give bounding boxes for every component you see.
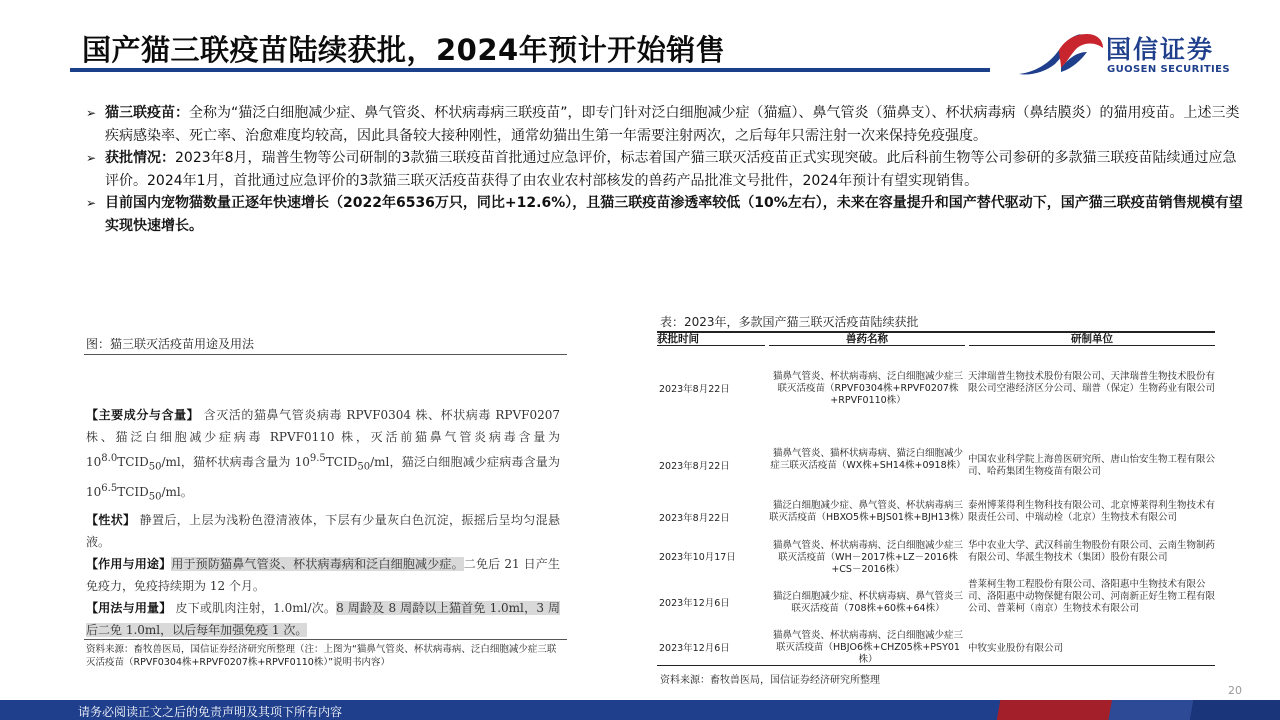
table-caption: 表：2023年，多款国产猫三联灭活疫苗陆续获批	[660, 315, 919, 329]
text-run: 含灭活的猫鼻气管炎病毒 RPVF0304 株、杯状病毒 RPVF0207 株、猫泛白细胞减少症病毒 RPVF0110 株，灭活前猫鼻气管炎病毒含量为 10	[86, 408, 560, 469]
character-paragraph	[86, 509, 560, 553]
logo-name: 国信证券	[1106, 35, 1215, 64]
row-date: 2023年12月6日	[659, 598, 730, 609]
text-run: TCID	[325, 455, 358, 469]
row-unit: 华中农业大学、武汉科前生物股份有限公司、云南生物制药有限公司、华派生物技术（集团）股份有限公司	[968, 540, 1216, 563]
exponent: 8.0	[101, 453, 118, 464]
usage-label: 【作用与用途】	[86, 556, 172, 571]
subscript: 50	[148, 461, 162, 473]
bullet-text: 2023年8月，瑞普生物等公司研制的3款猫三联疫苗首批通过应急评价，标志着国产猫三联灭活疫苗正式实现突破。此后科前生物等公司参研的多款猫三联疫苗陆续通过应急评价。2024年1月，首批通过应急评价的3款猫三联灭活疫苗获得了由农业农村部核发的兽药产品批准文号批件，2024年预计有望实现销售。	[105, 150, 1237, 189]
subscript: 50	[148, 491, 162, 503]
highlighted-text: 用于预防猫鼻气管炎、杯状病毒病和泛白细胞减少症。	[171, 556, 464, 571]
dosage-label: 【用法与用量】	[86, 600, 172, 615]
row-date: 2023年8月22日	[659, 513, 730, 524]
bullet-text: 全称为“猫泛白细胞减少症、鼻气管炎、杯状病毒病三联疫苗”，即专门针对泛白细胞减少症（猫瘟）、鼻气管炎（猫鼻支）、杯状病毒病（鼻结膜炎）的猫用疫苗。上述三类疾病感染率、死亡率、治愈难度均较高，因此具备较大接种刚性，通常幼猫出生第一年需要注射两次，之后每年只需注射一次来保持免疫强度。	[105, 105, 1240, 144]
header-unit: 研制单位	[969, 333, 1215, 346]
figure-caption: 图：猫三联灭活疫苗用途及用法	[86, 337, 255, 351]
header-date: 获批时间	[657, 333, 765, 346]
table-source: 资料来源：畜牧兽医局，国信证券经济研究所整理	[660, 675, 880, 686]
subscript: 50	[357, 461, 371, 473]
dosage-paragraph	[86, 597, 560, 641]
page-title: 国产猫三联疫苗陆续获批，2024年预计开始销售	[82, 33, 726, 67]
figure-top-rule	[84, 354, 567, 355]
row-unit: 中牧实业股份有限公司	[968, 643, 1064, 654]
row-date: 2023年8月22日	[659, 384, 730, 395]
row-unit: 普莱柯生物工程股份有限公司、洛阳惠中生物技术有限公司、洛阳惠中动物保健有限公司、河南新正好生物工程有限公司、普莱柯（南京）生物技术有限公司	[968, 579, 1216, 614]
summary-bullets	[86, 102, 1246, 237]
character-label: 【性状】	[86, 512, 136, 527]
text-run: /ml。	[161, 485, 193, 500]
text-run: TCID	[117, 455, 149, 469]
bullet-market-outlook	[86, 192, 1246, 237]
footer-disclaimer: 请务必阅读正文之后的免责声明及其项下所有内容	[78, 705, 343, 719]
header-name: 兽药名称	[769, 333, 965, 346]
arrow-bullet-icon: ➢	[86, 196, 97, 210]
page-number: 20	[1228, 684, 1242, 697]
bullet-text: 目前国内宠物猫数量正逐年快速增长（2022年6536万只，同比+12.6%），且猫三联疫苗渗透率较低（10%左右），未来在容量提升和国产替代驱动下，国产猫三联疫苗销售规模有望实现快速增长。	[105, 195, 1243, 234]
arrow-bullet-icon: ➢	[86, 106, 97, 120]
arrow-bullet-icon: ➢	[86, 151, 97, 165]
row-name: 猫泛白细胞减少症、杯状病毒病、鼻气管炎三联灭活疫苗（708株+60株+64株）	[772, 591, 963, 614]
bullet-approval-status	[86, 147, 1246, 192]
footer-accent-stripes	[980, 700, 1280, 720]
figure-source: 资料来源：畜牧兽医局，国信证券经济研究所整理（注：上图为“猫鼻气管炎、杯状病毒病、泛白细胞减少症三联灭活疫苗（RPVF0304株+RPVF0207株+RPVF0110株）”说明书内容）	[86, 644, 557, 668]
vaccine-instructions	[86, 404, 560, 641]
row-date: 2023年10月17日	[659, 552, 736, 563]
row-name: 猫泛白细胞减少症、鼻气管炎、杯状病毒病三联灭活疫苗（HBXO5株+BJS01株+BJH13株）	[769, 500, 969, 523]
table-header	[657, 333, 1215, 347]
text-run: 静置后，上层为浅粉色澄清液体，下层有少量灰白色沉淀，振摇后呈均匀混悬液。	[86, 512, 560, 549]
row-name: 猫鼻气管炎、猫杯状病毒病、猫泛白细胞减少症三联灭活疫苗（WX株+SH14株+0918株）	[770, 448, 966, 471]
bullet-label: 猫三联疫苗：	[105, 105, 189, 121]
text-run: TCID	[117, 485, 149, 500]
text-run: /ml，猫泛白细胞减少症病毒含量为 10	[86, 455, 560, 500]
ingredients-label: 【主要成分与含量】	[86, 408, 200, 422]
text-run: 皮下或肌肉注射，1.0ml/次。	[171, 600, 337, 615]
row-name: 猫鼻气管炎、杯状病毒病、泛白细胞减少症三联灭活疫苗（HBJO6株+CHZ05株+PSY01株）	[772, 630, 963, 665]
logo-subtitle: GUOSEN SECURITIES	[1107, 64, 1231, 75]
row-name: 猫鼻气管炎、杯状病毒病、泛白细胞减少症三联灭活疫苗（RPVF0304株+RPVF0207株+RPVF0110株）	[772, 371, 963, 406]
figure-bottom-rule	[84, 639, 567, 640]
table-bottom-rule	[657, 665, 1215, 666]
bullet-vaccine-definition	[86, 102, 1246, 147]
highlighted-text: 8 周龄及 8 周龄以上猫首免 1.0ml，3 周后二免 1.0ml，以后每年加强免疫 1 次。	[86, 600, 560, 637]
exponent: 6.5	[101, 483, 118, 495]
bullet-label: 获批情况：	[105, 150, 175, 166]
row-unit: 泰州博莱得利生物科技有限公司、北京博莱得利生物技术有限责任公司、中瑞动检（北京）生物技术有限公司	[968, 500, 1216, 523]
text-run: /ml，猫杯状病毒含量为 10	[161, 455, 310, 469]
row-name: 猫鼻气管炎、杯状病毒病、泛白细胞减少症三联灭活疫苗（WH－2017株+LZ－2016株+CS－2016株）	[772, 540, 963, 575]
row-unit: 天津瑞普生物技术股份有限公司、天津瑞普生物技术股份有限公司空港经济区分公司、瑞普（保定）生物药业有限公司	[968, 371, 1216, 394]
title-underline	[70, 68, 990, 72]
usage-paragraph	[86, 553, 560, 597]
ingredients-paragraph	[86, 404, 560, 509]
row-date: 2023年8月22日	[659, 461, 730, 472]
row-date: 2023年12月6日	[659, 643, 730, 654]
guosen-logo-icon	[1015, 28, 1105, 78]
row-unit: 中国农业科学院上海兽医研究所、唐山怡安生物工程有限公司、哈药集团生物疫苗有限公司	[968, 454, 1216, 477]
text-run: 二免后 21 日产生免疫力，免疫持续期为 12 个月。	[86, 556, 560, 593]
exponent: 9.5	[309, 453, 326, 464]
